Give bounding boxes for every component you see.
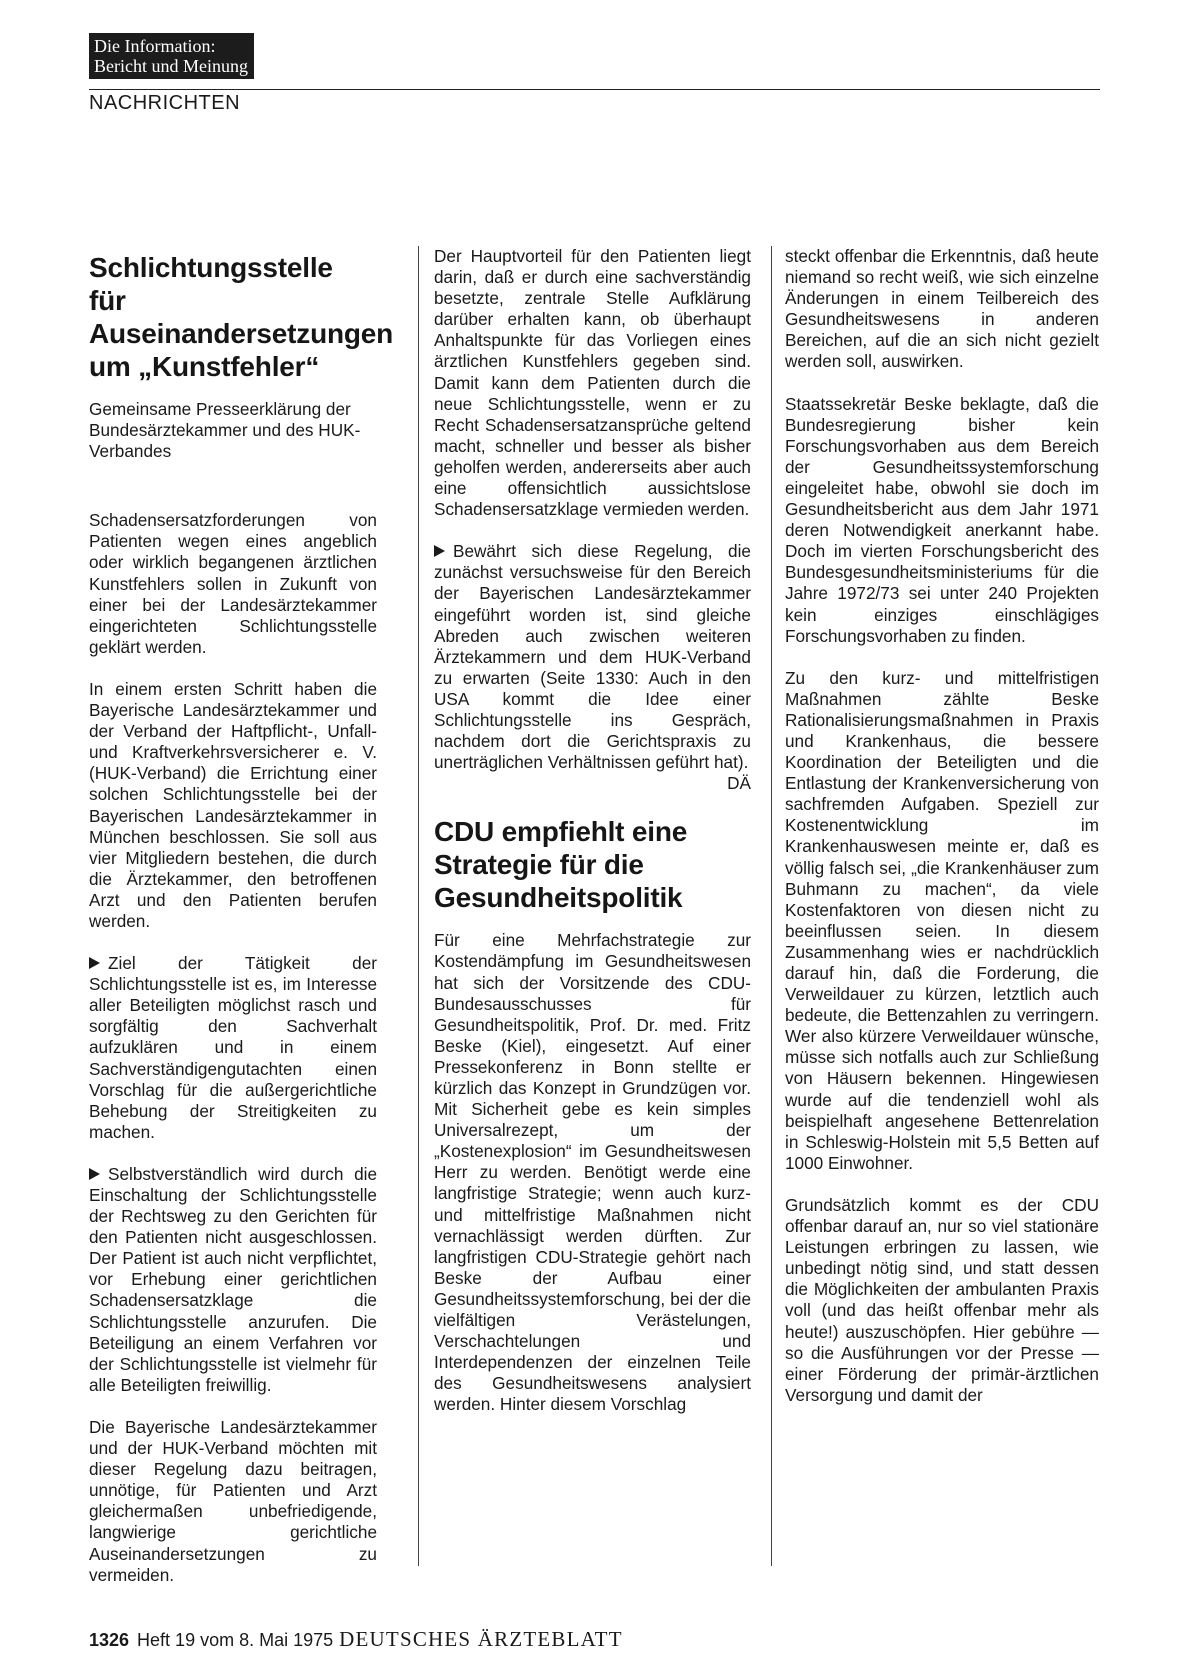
article1-paragraph-7: [434, 541, 751, 794]
article1-paragraph-7-text: Bewährt sich diese Regelung, die zunächst versuchsweise für den Bereich der Bayerischen Landesärztekammer eingeführt worden ist, sind gleiche Abreden auch zwischen weiteren Ärztekammern und dem HUK-Verband zu erwarten (Seite 1330: Auch in den USA kommt die Idee einer Schlichtungsstelle ins Gespräch, nachdem dort die Gerichtspraxis zu unerträglichen Verhältnissen geführt hat).: [434, 541, 751, 773]
section-kicker: [89, 33, 254, 79]
kicker-line-2: Bericht und Meinung: [94, 56, 248, 76]
kicker-line-1: Die Information:: [94, 36, 216, 56]
article2-paragraph-5: Grundsätzlich kommt es der CDU offenbar darauf an, nur so viel stationäre Leistungen erbringen zu lassen, wie unbedingt nötig sind, und statt dessen die Möglichkeiten der ambulanten Praxis voll (und das heißt offenbar mehr als heute!) auszuschöpfen. Hier gebühre — so die Ausführungen vor der Presse — einer Förderung der primär-ärztlichen Versorgung und damit der: [785, 1194, 1099, 1405]
column-2: [434, 246, 751, 1416]
bullet-triangle-icon: [89, 957, 100, 969]
article1-paragraph-3: [89, 953, 377, 1143]
article1-signature: DÄ: [727, 773, 751, 794]
magazine-title: DEUTSCHES ÄRZTEBLATT: [339, 1627, 623, 1651]
article2-paragraph-1: Für eine Mehrfachstrategie zur Kostendämpfung im Gesundheitswesen hat sich der Vorsitzende des CDU-Bundesausschusses für Gesundheitspolitik, Prof. Dr. med. Fritz Beske (Kiel), eingesetzt. Auf einer Pressekonferenz in Bonn stellte er kürzlich das Konzept in Grundzügen vor. Mit Sicherheit gebe es kein simples Universalrezept, um der „Kostenexplosion“ im Gesundheitswesen Herr zu werden. Benötigt werde eine langfristige Strategie; wenn auch kurz- und mittelfristige Maßnahmen nicht vernachlässigt werden dürften. Zur langfristigen CDU-Strategie gehört nach Beske der Aufbau einer Gesundheitssystemforschung, bei der die vielfältigen Verästelungen, Verschachtelungen und Interdependenzen der einzelnen Teile des Gesundheitswesens analysiert werden. Hinter diesem Vorschlag: [434, 930, 751, 1415]
article2-paragraph-2: steckt offenbar die Erkenntnis, daß heute niemand so recht weiß, wie sich einzelne Änderungen in einem Teilbereich des Gesundheitswesens in anderen Bereichen, auf die an sich nicht gezielt werden soll, auswirken.: [785, 246, 1099, 372]
article1-paragraph-1: Schadensersatzforderungen von Patienten wegen eines angeblich oder wirklich begangenen ärztlichen Kunstfehlers sollen in Zukunft von einer bei der Landesärztekammer eingerichteten Schlichtungsstelle geklärt werden.: [89, 510, 377, 657]
column-divider-1: [418, 246, 419, 1566]
article1-paragraph-2: In einem ersten Schritt haben die Bayerische Landesärztekammer und der Verband der Haftpflicht-, Unfall- und Kraftverkehrsversicherer e. V. (HUK-Verband) die Errichtung einer solchen Schlichtungsstelle bei der Bayerischen Landesärztekammer in München beschlossen. Sie soll aus vier Mitgliedern bestehen, die durch die Ärztekammer, den betroffenen Arzt und den Patienten berufen werden.: [89, 678, 377, 931]
column-divider-2: [771, 246, 772, 1566]
article1-paragraph-3-text: Ziel der Tätigkeit der Schlichtungsstelle ist es, im Interesse aller Beteiligten möglichst rasch und sorgfältig den Sachverhalt aufzuklären und in einem Sachverständigengutachten einen Vorschlag für die außergerichtliche Behebung der Streitigkeiten zu machen.: [89, 953, 377, 1142]
page-number: 1326: [89, 1630, 130, 1650]
page-footer: [89, 1627, 623, 1652]
column-1: [89, 246, 394, 1586]
bullet-triangle-icon: [434, 545, 445, 557]
section-label: NACHRICHTEN: [89, 92, 241, 114]
article1-headline: Schlichtungsstelle für Auseinandersetzungen um „Kunstfehler“: [89, 252, 394, 382]
article2-paragraph-4: Zu den kurz- und mittelfristigen Maßnahmen zählte Beske Rationalisierungsmaßnahmen in Praxis und Krankenhaus, die bessere Koordination der Beteiligten und die Entlastung der Krankenversicherung von sachfremden Aufgaben. Speziell zur Kostenentwicklung im Krankenhauswesen meinte er, daß es völlig falsch sei, „die Krankenhäuser zum Buhmann zu machen“, da viele Kostenfaktoren von diesen nicht zu beeinflussen seien. In diesem Zusammenhang wies er nachdrücklich darauf hin, daß die Forderung, die Verweildauer zu kürzen, letztlich auch bedeute, die Bettenzahlen zu verringern. Wer also kürzere Verweildauer wünsche, müsse sich notfalls auch zur Schließung von Häusern bekennen. Hingewiesen wurde auf die tendenziell wohl als beispielhaft angesehene Bettenrelation in Schleswig-Holstein mit 5,5 Betten auf 1000 Einwohner.: [785, 667, 1099, 1173]
bullet-triangle-icon: [89, 1168, 100, 1180]
article1-deck: Gemeinsame Presseerklärung der Bundesärztekammer und des HUK-Verbandes: [89, 399, 361, 462]
header-rule: [89, 89, 1100, 90]
article1-paragraph-4: [89, 1164, 377, 1396]
article1-paragraph-6: Der Hauptvorteil für den Patienten liegt darin, daß er durch eine sachverständig besetzte, zentrale Stelle Aufklärung darüber erhalten kann, ob überhaupt Anhaltspunkte für das Vorliegen eines ärztlichen Kunstfehlers gegeben sind. Damit kann dem Patienten durch die neue Schlichtungsstelle, wenn er zu Recht Schadensersatzansprüche geltend macht, schneller und besser als bisher geholfen werden, andererseits aber auch eine offensichtlich aussichtslose Schadensersatzklage vermieden werden.: [434, 246, 751, 520]
article2-paragraph-3: Staatssekretär Beske beklagte, daß die Bundesregierung bisher kein Forschungsvorhaben aus dem Bereich der Gesundheitssystemforschung eingeleitet habe, obwohl sie doch im Gesundheitsbericht aus dem Jahr 1971 deren Notwendigkeit anerkannt habe. Doch im vierten Forschungsbericht des Bundesgesundheitsministeriums für die Jahre 1972/73 sei unter 240 Projekten kein einziges einschlägiges Forschungsvorhaben zu finden.: [785, 393, 1099, 646]
article1-paragraph-4-text: Selbstverständlich wird durch die Einschaltung der Schlichtungsstelle der Rechtsweg zu den Gerichten für den Patienten nicht ausgeschlossen. Der Patient ist auch nicht verpflichtet, vor Erhebung einer gerichtlichen Schadensersatzklage die Schlichtungsstelle anzurufen. Die Beteiligung an einem Verfahren vor der Schlichtungsstelle ist vielmehr für alle Beteiligten freiwillig.: [89, 1163, 377, 1395]
issue-info: Heft 19 vom 8. Mai 1975: [137, 1630, 334, 1650]
article1-paragraph-5: Die Bayerische Landesärztekammer und der HUK-Verband möchten mit dieser Regelung dazu beitragen, unnötige, für Patienten und Arzt gleichermaßen unbefriedigende, langwierige gerichtliche Auseinandersetzungen zu vermeiden.: [89, 1416, 377, 1585]
column-3: [785, 246, 1099, 1406]
article2-headline: CDU empfiehlt eine Strategie für die Gesundheitspolitik: [434, 816, 688, 914]
